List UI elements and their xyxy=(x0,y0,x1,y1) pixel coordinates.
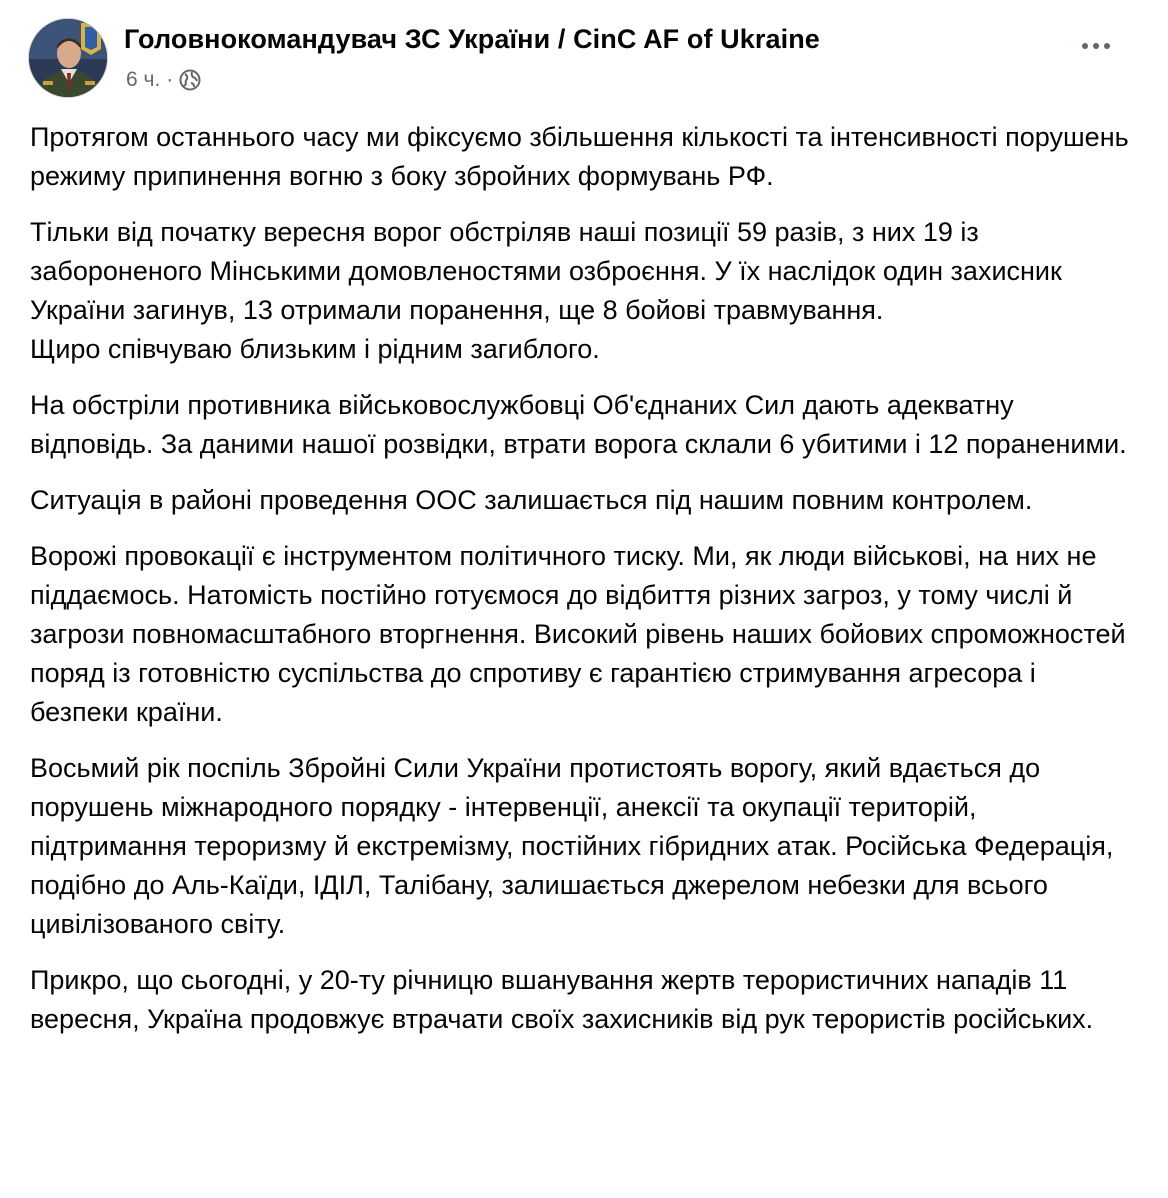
post-paragraph: На обстріли противника військовослужбовці Об'єднаних Сил дають адекватну відповідь. За даними нашої розвідки, втрати ворога склали 6 убитими і 12 пораненими. xyxy=(30,390,1127,459)
post-meta xyxy=(126,68,201,92)
post-paragraph: Тільки від початку вересня ворог обстріляв наші позиції 59 разів, з них 19 із забороненого Мінськими домовленостями озброєння. У їх наслідок один захисник України загинув, 13 отримали поранення, ще 8 бойові травмування. xyxy=(30,217,1062,325)
post-header xyxy=(28,18,1148,102)
author-name[interactable]: Головнокомандувач ЗС України / CinC AF of Ukraine xyxy=(124,24,820,54)
post-paragraph: Протягом останнього часу ми фіксуємо збільшення кількості та інтенсивності порушень режиму припинення вогню з боку збройних формувань РФ. xyxy=(30,122,1129,191)
more-options-button[interactable] xyxy=(1068,18,1124,74)
post-timestamp[interactable]: 6 ч. xyxy=(126,68,161,91)
author-avatar[interactable] xyxy=(28,18,108,98)
post-paragraph: Ворожі провокації є інструментом політичного тиску. Ми, як люди військові, на них не піддаємось. Натомість постійно готуємося до відбиття різних загроз, у тому числі й загрози повномасштабного вторгнення. Високий рівень наших бойових спроможностей поряд із готовністю суспільства до спротиву є гарантією стримування агресора і безпеки країни. xyxy=(30,541,1126,727)
post-paragraph: Восьмий рік поспіль Збройні Сили України протистоять ворогу, який вдається до порушень міжнародного порядку - інтервенції, анексії та окупації територій, підтримання тероризму й екстремізму, постійних гібридних атак. Російська Федерація, подібно до Аль-Каїди, ІДІЛ, Талібану, залишається джерелом небезки для всього цивілізованого світу. xyxy=(30,753,1114,939)
avatar-portrait-icon xyxy=(29,19,108,98)
more-options-icon xyxy=(1082,43,1110,49)
post-paragraph: Щиро співчуваю близьким і рідним загиблого. xyxy=(30,334,600,364)
post-text xyxy=(30,118,1140,1056)
globe-icon[interactable] xyxy=(179,69,201,91)
post-paragraph: Ситуація в районі проведення ООС залишається під нашим повним контролем. xyxy=(30,485,1033,515)
meta-separator: · xyxy=(166,68,174,91)
post-paragraph: Прикро, що сьогодні, у 20-ту річницю вшанування жертв терористичних нападів 11 вересня, Україна продовжує втрачати своїх захисників від рук терористів російських. xyxy=(30,965,1094,1034)
